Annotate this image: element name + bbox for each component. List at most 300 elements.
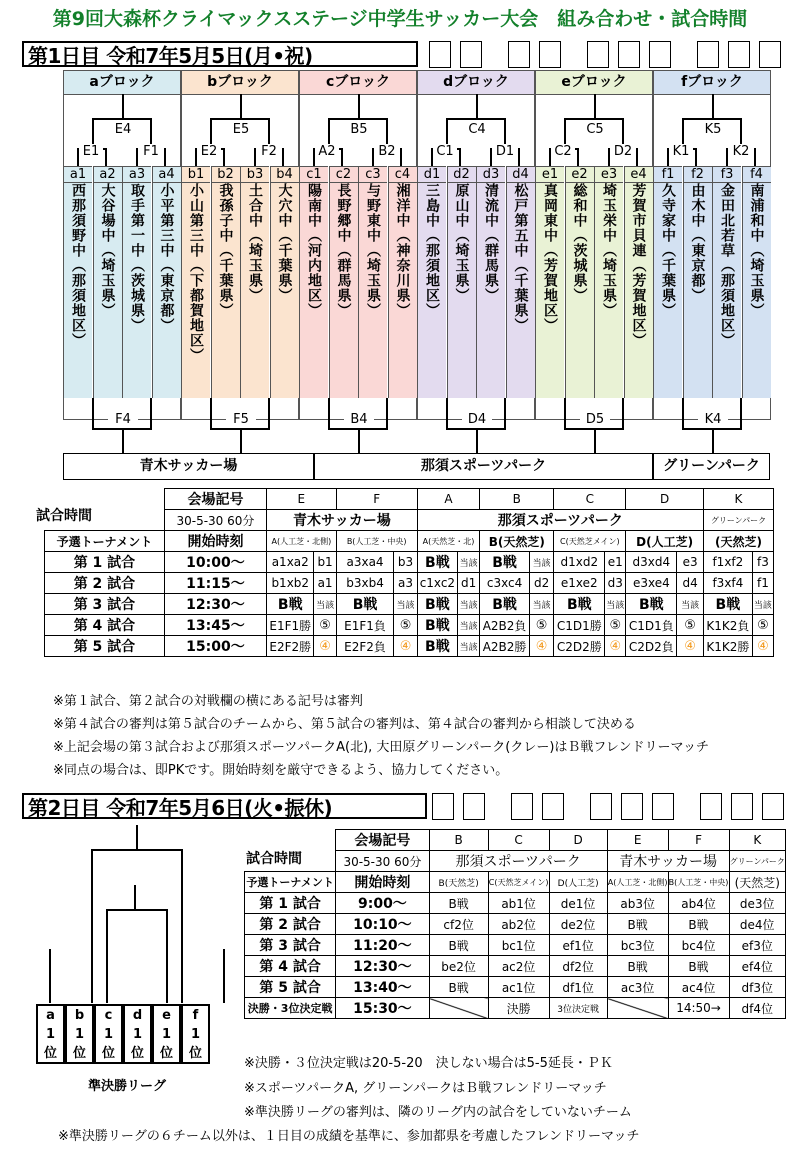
team-name: 西那須野中（那須地区） xyxy=(63,183,92,398)
t2-start-time: 11:20～ xyxy=(336,935,429,956)
team-name: 小平第三中（東京都） xyxy=(152,183,181,398)
note: ※同点の場合は、即PKです。開始時刻を厳守できるよう、協力してください。 xyxy=(53,763,509,778)
team-code: b2 xyxy=(211,166,240,183)
check-box xyxy=(542,793,564,820)
t2-cell: 14:50→ xyxy=(668,998,729,1019)
t1-cell: e3xe4 xyxy=(626,573,677,594)
t1-cell: ④ xyxy=(394,636,417,657)
bracket-line xyxy=(92,850,182,1003)
bracket-line xyxy=(240,94,242,118)
t1-cell: 当該 xyxy=(458,636,480,657)
team-code: b4 xyxy=(270,166,299,183)
day1-header: 第1日目 令和7年5月5日(月•祝) xyxy=(22,41,418,67)
t2-cell: ac1位 xyxy=(488,977,549,998)
t2-cell: B戦 xyxy=(429,893,488,914)
day1-schedule-table xyxy=(44,488,774,657)
t2-field: C(天然芝メイン) xyxy=(488,872,549,893)
match-label: E4 xyxy=(109,122,137,137)
league-cell: e 1 位 xyxy=(152,1004,181,1064)
t2-row xyxy=(245,956,786,977)
t1-cell: f1xf2 xyxy=(703,552,752,573)
t1-code: E xyxy=(267,489,337,510)
day2-schedule-table xyxy=(244,829,786,1019)
bracket-line xyxy=(240,430,242,453)
team-name: 総和中（茨城県） xyxy=(565,183,594,398)
bracket-line xyxy=(594,430,596,453)
t1-field: B(天然芝) xyxy=(480,531,554,552)
t1-match-no: 第 1 試合 xyxy=(45,552,165,573)
t1-cell: 当該 xyxy=(458,615,480,636)
t1-cell: 当該 xyxy=(314,594,336,615)
team-name: 我孫子中（千葉県） xyxy=(211,183,240,398)
t2-cell: de4位 xyxy=(729,914,786,935)
match-label: E1 xyxy=(79,144,103,159)
bracket-line xyxy=(122,94,124,118)
t1-venue-nasu: 那須スポーツパーク xyxy=(417,510,703,531)
t1-cell: B戦 xyxy=(703,594,752,615)
t1-cell: A2B2負 xyxy=(480,615,530,636)
t1-start-time: 11:15～ xyxy=(164,573,266,594)
t1-cell: A2B2勝 xyxy=(480,636,530,657)
check-box xyxy=(731,793,753,820)
match-label: F1 xyxy=(138,144,164,159)
t1-start-time: 13:45～ xyxy=(164,615,266,636)
bracket-line xyxy=(358,94,360,118)
t1-cell: E1F1勝 xyxy=(267,615,314,636)
t1-match-no: 第 3 試合 xyxy=(45,594,165,615)
t2-match-no: 第 2 試合 xyxy=(245,914,336,935)
t1-code: F xyxy=(336,489,417,510)
t2-code: D xyxy=(549,830,607,851)
match-label: B2 xyxy=(374,144,400,159)
t1-cell: B戦 xyxy=(417,594,457,615)
check-box xyxy=(728,41,750,68)
t1-cell: 当該 xyxy=(677,594,704,615)
t1-cell: K1K2負 xyxy=(703,615,752,636)
team-name: 取手第一中（茨城県） xyxy=(122,183,151,398)
t1-code: D xyxy=(626,489,704,510)
venue-green: グリーンパーク xyxy=(653,453,770,480)
check-box xyxy=(759,41,781,68)
team-name: 小山第三中（下都賀地区） xyxy=(181,183,210,398)
t1-cell: d2 xyxy=(529,573,553,594)
t2-row xyxy=(245,935,786,956)
t1-cell: B戦 xyxy=(480,594,530,615)
t1-cell: e1 xyxy=(605,552,626,573)
team-name: 松戸第五中（千葉県） xyxy=(506,183,535,398)
day2-header: 第2日目 令和7年5月6日(火•振休) xyxy=(22,793,427,819)
t2-cell: B戦 xyxy=(607,914,668,935)
t1-row xyxy=(45,552,774,573)
team-code: e1 xyxy=(535,166,564,183)
match-label: B4 xyxy=(344,412,374,427)
team-code: e4 xyxy=(624,166,653,183)
t1-match-no: 第 2 試合 xyxy=(45,573,165,594)
t1-cell: e1xe2 xyxy=(554,573,605,594)
t1-row xyxy=(45,594,774,615)
t2-match-no: 第 4 試合 xyxy=(245,956,336,977)
team-name: 清流中（群馬県） xyxy=(476,183,505,398)
match-label: F2 xyxy=(256,144,282,159)
t2-cell: ac4位 xyxy=(668,977,729,998)
team-code: b3 xyxy=(240,166,269,183)
check-box xyxy=(697,41,719,68)
bracket-line xyxy=(358,430,360,453)
t2-cell: ef3位 xyxy=(729,935,786,956)
t1-cell: C2D2負 xyxy=(626,636,677,657)
t2-cell: bc4位 xyxy=(668,935,729,956)
t2-venue-nasu: 那須スポーツパーク xyxy=(429,851,607,872)
t1-cell: 当該 xyxy=(529,552,553,573)
t1-cell: d3xd4 xyxy=(626,552,677,573)
t1-cell: f3 xyxy=(752,552,773,573)
note: ※第４試合の審判は第５試合のチームから、第５試合の審判は、第４試合の審判から相談して決める xyxy=(53,717,636,732)
t1-cell: 当該 xyxy=(394,594,417,615)
check-box xyxy=(508,41,530,68)
team-name: 芳賀市貝連（芳賀地区） xyxy=(624,183,653,398)
t1-cell: a3xa4 xyxy=(336,552,394,573)
league-cell: f 1 位 xyxy=(181,1004,210,1064)
t2-code: K xyxy=(729,830,786,851)
match-label: C5 xyxy=(581,122,609,137)
team-name: 長野郷中（群馬県） xyxy=(329,183,358,398)
t1-cell: c3xc4 xyxy=(480,573,530,594)
t1-time-label: 試合時間 xyxy=(36,508,92,524)
t2-cell: de1位 xyxy=(549,893,607,914)
t1-cell: a1 xyxy=(314,573,336,594)
team-code: e2 xyxy=(565,166,594,183)
t1-cell: 当該 xyxy=(458,594,480,615)
check-box xyxy=(587,41,609,68)
t1-code: B xyxy=(480,489,554,510)
t1-corner xyxy=(45,489,165,510)
t2-cell: de2位 xyxy=(549,914,607,935)
t1-start-time: 15:00～ xyxy=(164,636,266,657)
bracket-line xyxy=(107,910,167,1003)
team-code: c3 xyxy=(358,166,387,183)
t2-match-no: 第 5 試合 xyxy=(245,977,336,998)
match-label: D5 xyxy=(580,412,610,427)
t2-start-time: 15:30～ xyxy=(336,998,429,1019)
t1-cell: E1F1負 xyxy=(336,615,394,636)
match-label: A2 xyxy=(315,144,339,159)
t1-start-time: 10:00～ xyxy=(164,552,266,573)
t2-corner xyxy=(245,851,336,872)
venue-nasu: 那須スポーツパーク xyxy=(314,453,653,480)
note: ※上記会場の第３試合および那須スポーツパークA(北), 大田原グリーンパーク(クレー)はＢ戦フレンドリーマッチ xyxy=(53,740,710,755)
t2-cell: bc3位 xyxy=(607,935,668,956)
league-cell: c 1 位 xyxy=(94,1004,123,1064)
t1-field: C(天然芝メイン) xyxy=(554,531,626,552)
t2-cell: 決勝 xyxy=(488,998,549,1019)
t2-corner xyxy=(245,830,336,851)
t2-time-label: 試合時間 xyxy=(246,851,302,867)
team-name: 大谷場中（埼玉県） xyxy=(93,183,122,398)
t1-field: A(人工芝・北側) xyxy=(267,531,337,552)
t1-cell: ⑤ xyxy=(752,615,773,636)
t1-code: A xyxy=(417,489,480,510)
t1-row xyxy=(45,636,774,657)
t1-cell: b3 xyxy=(394,552,417,573)
team-name: 陽南中（河内地区） xyxy=(299,183,328,398)
t2-cell xyxy=(607,998,668,1019)
t1-cell: B戦 xyxy=(417,552,457,573)
t1-cell: B戦 xyxy=(480,552,530,573)
block-name: dブロック xyxy=(418,71,534,95)
t1-cell: C2D2勝 xyxy=(554,636,605,657)
t1-cell: b1xb2 xyxy=(267,573,314,594)
t1-cell: ④ xyxy=(677,636,704,657)
t2-cell: ac2位 xyxy=(488,956,549,977)
t1-format: 30-5-30 60分 xyxy=(164,510,266,531)
t1-field: A(天然芝・北) xyxy=(417,531,480,552)
bracket-line xyxy=(712,94,714,118)
t2-field: A(人工芝・北側) xyxy=(607,872,668,893)
t2-start-label: 開始時刻 xyxy=(336,872,429,893)
t2-format: 30-5-30 60分 xyxy=(336,851,429,872)
t1-cell: d1 xyxy=(458,573,480,594)
t2-venue-aoki: 青木サッカー場 xyxy=(607,851,729,872)
t2-row xyxy=(245,977,786,998)
t2-cell: ef1位 xyxy=(549,935,607,956)
team-name: 大穴中（千葉県） xyxy=(270,183,299,398)
t1-match-no: 第 5 試合 xyxy=(45,636,165,657)
t1-cell: B戦 xyxy=(336,594,394,615)
team-code: d2 xyxy=(447,166,476,183)
match-label: C2 xyxy=(551,144,575,159)
team-name: 土合中（埼玉県） xyxy=(240,183,269,398)
check-box xyxy=(621,793,643,820)
note: ※スポーツパークA, グリーンパークはＢ戦フレンドリーマッチ xyxy=(244,1081,607,1096)
team-code: d4 xyxy=(506,166,535,183)
t1-cell: ⑤ xyxy=(314,615,336,636)
note: ※決勝・３位決定戦は20-5-20 決しない場合は5-5延長・ＰＫ xyxy=(244,1056,613,1071)
t2-cell: B戦 xyxy=(668,914,729,935)
league-cell: d 1 位 xyxy=(123,1004,152,1064)
t2-cell: be2位 xyxy=(429,956,488,977)
t2-row xyxy=(245,998,786,1019)
t2-cell xyxy=(429,998,488,1019)
team-name: 南浦和中（埼玉県） xyxy=(742,183,771,398)
t2-cell: de3位 xyxy=(729,893,786,914)
team-code: d1 xyxy=(417,166,446,183)
team-name: 由木中（東京都） xyxy=(683,183,712,398)
t1-row xyxy=(45,615,774,636)
note: ※第１試合、第２試合の対戦欄の横にある記号は審判 xyxy=(53,694,363,709)
t1-cell: a3 xyxy=(394,573,417,594)
team-code: c2 xyxy=(329,166,358,183)
team-code: f2 xyxy=(683,166,712,183)
t2-code: F xyxy=(668,830,729,851)
t1-cell: c1xc2 xyxy=(417,573,457,594)
t1-cell: 当該 xyxy=(752,594,773,615)
t1-cell: ④ xyxy=(314,636,336,657)
t1-cell: ⑤ xyxy=(529,615,553,636)
check-box xyxy=(652,793,674,820)
t1-cell: e3 xyxy=(677,552,704,573)
bracket-line xyxy=(712,430,714,453)
bracket-line xyxy=(50,949,224,1003)
league-cell: a 1 位 xyxy=(36,1004,65,1064)
team-name: 久寺家中（千葉県） xyxy=(653,183,682,398)
match-label: E2 xyxy=(197,144,221,159)
t1-cell: ⑤ xyxy=(605,615,626,636)
t2-cell: B戦 xyxy=(668,956,729,977)
t2-cell: 3位決定戦 xyxy=(549,998,607,1019)
check-box xyxy=(539,41,561,68)
venue-aoki: 青木サッカー場 xyxy=(63,453,314,480)
t2-cell: B戦 xyxy=(429,935,488,956)
t2-code: C xyxy=(488,830,549,851)
t2-cell: cf2位 xyxy=(429,914,488,935)
t1-cell: f3xf4 xyxy=(703,573,752,594)
team-name: 三島中（那須地区） xyxy=(417,183,446,398)
block-name: eブロック xyxy=(536,71,652,95)
t1-cell: B戦 xyxy=(267,594,314,615)
t1-cell: d3 xyxy=(605,573,626,594)
t1-cell: E2F2負 xyxy=(336,636,394,657)
t2-cell: bc1位 xyxy=(488,935,549,956)
team-code: f1 xyxy=(653,166,682,183)
t2-field: (天然芝) xyxy=(729,872,786,893)
t1-cell: C1D1勝 xyxy=(554,615,605,636)
check-box xyxy=(649,41,671,68)
t1-cell: d4 xyxy=(677,573,704,594)
t1-cell: f1 xyxy=(752,573,773,594)
t1-tournament-label: 予選トーナメント xyxy=(45,531,165,552)
note: ※準決勝リーグの審判は、隣のリーグ内の試合をしていないチーム xyxy=(244,1105,632,1120)
t2-cell: df3位 xyxy=(729,977,786,998)
check-box xyxy=(429,41,451,68)
t1-corner xyxy=(45,510,165,531)
t1-cell: ⑤ xyxy=(677,615,704,636)
team-code: e3 xyxy=(594,166,623,183)
t1-cell: ④ xyxy=(529,636,553,657)
match-label: K1 xyxy=(669,144,693,159)
t1-code: K xyxy=(703,489,773,510)
t1-cell: 当該 xyxy=(529,594,553,615)
t1-row xyxy=(45,573,774,594)
t2-start-time: 13:40～ xyxy=(336,977,429,998)
match-label: B5 xyxy=(345,122,373,137)
t2-start-time: 10:10～ xyxy=(336,914,429,935)
t2-row xyxy=(245,914,786,935)
match-label: F4 xyxy=(108,412,138,427)
team-name: 真岡東中（芳賀地区） xyxy=(535,183,564,398)
t1-venue-code-label: 会場記号 xyxy=(164,489,266,510)
block-name: bブロック xyxy=(182,71,298,95)
block-name: aブロック xyxy=(64,71,180,95)
match-label: K5 xyxy=(699,122,727,137)
check-box xyxy=(590,793,612,820)
t2-cell: ab1位 xyxy=(488,893,549,914)
t1-start-label: 開始時刻 xyxy=(164,531,266,552)
t2-field: D(人工芝) xyxy=(549,872,607,893)
t2-tournament-label: 予選トーナメント xyxy=(245,872,336,893)
league-bracket xyxy=(40,825,240,1007)
t2-start-time: 9:00～ xyxy=(336,893,429,914)
t1-cell: ④ xyxy=(752,636,773,657)
t1-cell: b1 xyxy=(314,552,336,573)
t2-code: B xyxy=(429,830,488,851)
t1-match-no: 第 4 試合 xyxy=(45,615,165,636)
t1-cell: 当該 xyxy=(605,594,626,615)
t2-venue-green: グリーンパーク xyxy=(729,851,786,872)
t2-cell: ef4位 xyxy=(729,956,786,977)
check-box xyxy=(463,793,485,820)
t1-cell: C1D1負 xyxy=(626,615,677,636)
team-name: 埼玉栄中（埼玉県） xyxy=(594,183,623,398)
t2-row xyxy=(245,893,786,914)
t1-cell: B戦 xyxy=(417,615,457,636)
t2-match-no: 第 3 試合 xyxy=(245,935,336,956)
check-box xyxy=(511,793,533,820)
t2-venue-code-label: 会場記号 xyxy=(336,830,429,851)
team-code: c4 xyxy=(388,166,417,183)
t1-field: D(人工芝) xyxy=(626,531,704,552)
note: ※準決勝リーグの６チーム以外は、１日目の成績を基準に、参加都県を考慮したフレンドリーマッチ xyxy=(58,1129,640,1144)
bracket-line xyxy=(594,94,596,118)
t1-cell: a1xa2 xyxy=(267,552,314,573)
t2-cell: df2位 xyxy=(549,956,607,977)
match-label: D2 xyxy=(610,144,636,159)
t1-cell: d1xd2 xyxy=(554,552,605,573)
t1-start-time: 12:30～ xyxy=(164,594,266,615)
t2-field: B(天然芝) xyxy=(429,872,488,893)
team-name: 湘洋中（神奈川県） xyxy=(388,183,417,398)
match-label: C1 xyxy=(433,144,457,159)
t2-cell: df1位 xyxy=(549,977,607,998)
team-code: c1 xyxy=(299,166,328,183)
t2-cell: ab3位 xyxy=(607,893,668,914)
match-label: K4 xyxy=(698,412,728,427)
t1-cell: B戦 xyxy=(554,594,605,615)
match-label: D1 xyxy=(492,144,518,159)
team-code: a4 xyxy=(152,166,181,183)
team-code: a1 xyxy=(63,166,92,183)
t1-code: C xyxy=(554,489,626,510)
team-name: 金田北若草（那須地区） xyxy=(712,183,741,398)
t2-cell: df4位 xyxy=(729,998,786,1019)
t1-venue-aoki: 青木サッカー場 xyxy=(267,510,418,531)
t1-cell: B戦 xyxy=(626,594,677,615)
t1-cell: B戦 xyxy=(417,636,457,657)
team-code: d3 xyxy=(476,166,505,183)
match-label: C4 xyxy=(463,122,491,137)
team-code: f3 xyxy=(712,166,741,183)
day1-check-boxes xyxy=(429,41,790,68)
t1-field: (天然芝) xyxy=(703,531,773,552)
block-name: cブロック xyxy=(300,71,416,95)
t2-cell: ab2位 xyxy=(488,914,549,935)
t2-match-no: 決勝・3位決定戦 xyxy=(245,998,336,1019)
team-name: 与野東中（埼玉県） xyxy=(358,183,387,398)
bracket-line xyxy=(122,430,124,453)
t1-cell: b3xb4 xyxy=(336,573,394,594)
check-box xyxy=(460,41,482,68)
t1-cell: 当該 xyxy=(458,552,480,573)
match-label: E5 xyxy=(227,122,255,137)
t2-start-time: 12:30～ xyxy=(336,956,429,977)
t1-cell: K1K2勝 xyxy=(703,636,752,657)
day2-check-boxes xyxy=(432,793,793,820)
check-box xyxy=(700,793,722,820)
match-label: D4 xyxy=(462,412,492,427)
t1-cell: ④ xyxy=(605,636,626,657)
check-box xyxy=(762,793,784,820)
t1-field: B(人工芝・中央) xyxy=(336,531,417,552)
t1-cell: E2F2勝 xyxy=(267,636,314,657)
